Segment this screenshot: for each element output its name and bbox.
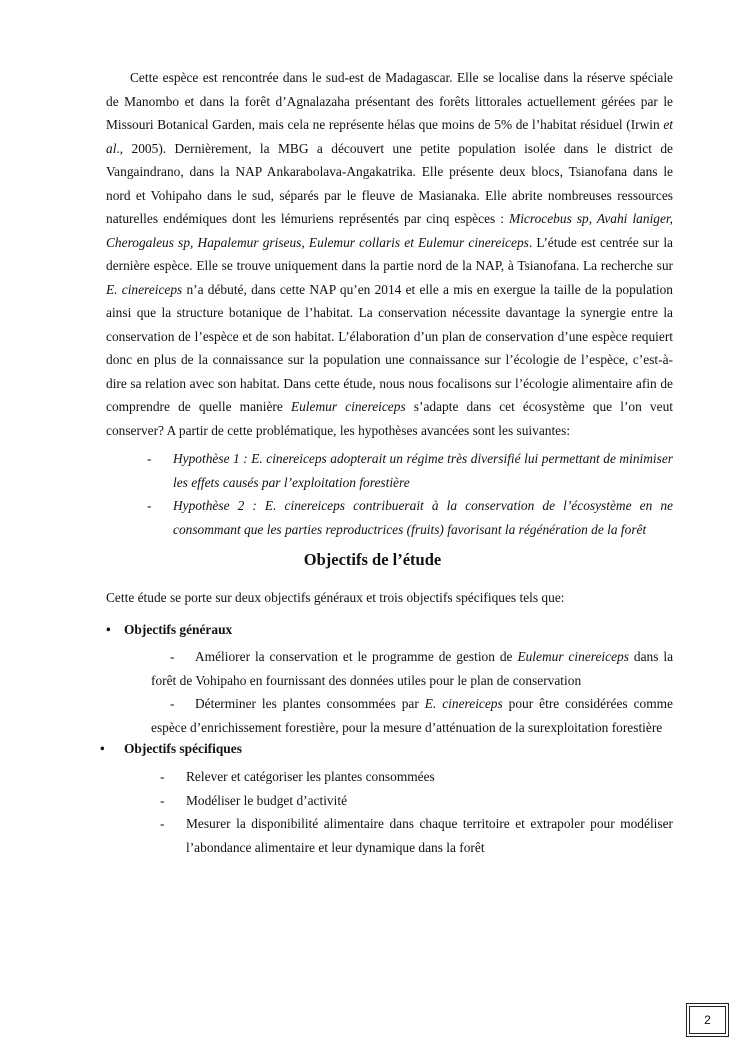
specific-objective-text: Relever et catégoriser les plantes consommées [186,769,435,784]
text-run: ., 2005). Dernièrement, la MBG a découvert une petite population isolée dans le district de Vangaindrano, dans la NAP Ankarabolava-Angakatrika. Elle présente deux blocs, Tsianofana dans le nord et Vohipaho dans le sud, séparés par le fleuve de Masianaka. Elle abrite nombreuses ressources naturelles endémiques dont les lémuriens représentés par cinq espèces : [106,140,673,226]
page-number-box [686,1003,729,1037]
italic-species: Eulemur cinereiceps [517,649,629,664]
specific-objective-item [160,812,673,859]
bullet-icon: • [100,741,105,756]
bullet-label: Objectifs généraux [124,622,233,637]
general-objective-item [151,692,673,739]
general-objectives-title [106,622,233,638]
hypothesis-item [147,447,673,494]
text-run: dans la forêt de Vohipaho en fournissant des données utiles pour le plan de conservation [151,649,674,688]
dash-marker: - [170,696,175,711]
section-heading: Objectifs de l’étude [303,550,442,569]
dash-marker: - [170,649,175,664]
italic-species-full: Eulemur cinereiceps [290,399,406,414]
bullet-label: Objectifs spécifiques [124,741,242,756]
bullet-icon: • [106,622,111,637]
hypothesis-text: Hypothèse 2 : E. cinereiceps contribuerait à la conservation de l’écosystème en ne consommant que les parties reproductrices (fruits) favorisant la régénération de la forêt [173,498,673,537]
dash-marker: - [160,769,165,784]
italic-species-short: E. cinereiceps [106,281,183,297]
dash-marker: - [147,498,152,513]
page-number: 2 [704,1013,711,1027]
specific-objectives-title [100,741,242,757]
specific-objective-text: Modéliser le budget d’activité [186,793,348,808]
italic-species-list: Microcebus sp, Avahi laniger, Cherogaleus sp, Hapalemur griseus, Eulemur collaris et Eulemur cinereiceps [106,211,673,250]
text-run: pour être considérées comme espèce d’enrichissement forestière, pour la mesure d’atténuation de la surexploitation forestière [151,696,673,735]
text-run: Améliorer la conservation et le programme de gestion de [195,649,518,664]
specific-objective-item [160,789,673,813]
body-paragraph [106,66,673,442]
italic-species: E. cinereiceps [424,696,503,711]
dash-marker: - [160,816,165,831]
italic-run: et al [106,117,673,156]
general-objective-item [151,645,673,692]
text-run: Déterminer les plantes consommées par [195,696,425,711]
text-run: n’a débuté, dans cette NAP qu’en 2014 et elle a mis en exergue la taille de la population ainsi que la structure botanique de l’habitat. La conservation nécessite davantage la synergie entre la conservation de l’espèce et de son habitat. L’élaboration d’un plan de conservation d’une espèce requiert donc en plus de la connaissance sur la population une connaissance sur l’écologie de l’espèce, c’est-à-dire sa relation avec son habitat. Dans cette étude, nous nous focalisons sur l’écologie alimentaire afin de comprendre de quelle manière [106,281,673,414]
hypothesis-text: Hypothèse 1 : E. cinereiceps adopterait un régime très diversifié lui permettant de minimiser les effets causés par l’exploitation forestière [173,451,673,490]
specific-objective-item [160,765,673,789]
text-run: s’adapte dans cet écosystème que l’on veut conserver? A partir de cette problématique, les hypothèses avancées sont les suivantes: [106,399,673,438]
objectives-intro: Cette étude se porte sur deux objectifs généraux et trois objectifs spécifiques tels que: [106,590,565,605]
dash-marker: - [160,793,165,808]
text-run: Cette espèce est rencontrée dans le sud-est de Madagascar. Elle se localise dans la réserve spéciale de Manombo et dans la forêt d’Agnalazaha présentant des forêts littorales actuellement gérées par le Missouri Botanical Garden, mais cela ne représente hélas que moins de 5% de l’habitat résiduel (Irwin [106,70,673,132]
text-run: . L’étude est centrée sur la dernière espèce. Elle se trouve uniquement dans la partie nord de la NAP, à Tsianofana. La recherche sur [106,234,674,273]
specific-objective-text: Mesurer la disponibilité alimentaire dans chaque territoire et extrapoler pour modéliser l’abondance alimentaire et leur dynamique dans la forêt [186,816,673,855]
dash-marker: - [147,451,152,466]
hypothesis-item [147,494,673,541]
